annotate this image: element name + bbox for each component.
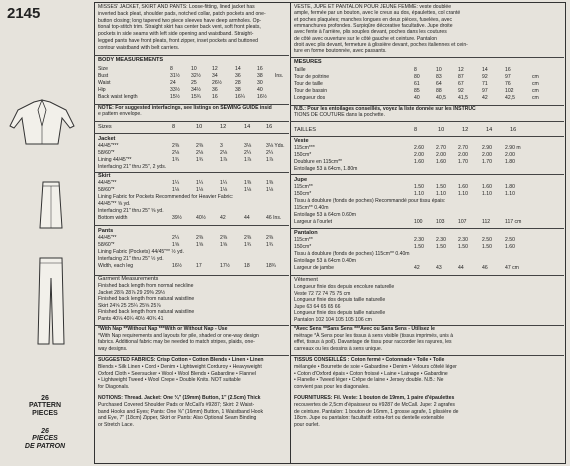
- suggested-fabrics-line: Blends • Silk Linen • Cord • Denim • Lightweight Corduroy • Heavyweight: [98, 363, 262, 370]
- section-line-value: 2.90: [482, 145, 492, 151]
- body-row-value: 16: [212, 94, 218, 100]
- section-line-value: 1¼: [172, 180, 180, 186]
- section-line-value: 2⅛: [172, 150, 180, 156]
- fournitures-line: de ceinture. Pantalon: 1 bouton de 16mm, 1 grosse agrafe, 1 glissière de: [294, 408, 459, 415]
- body-row-value: 15¾: [191, 94, 201, 100]
- pantalon-divider: [290, 275, 564, 276]
- mesures-row-value: 92: [458, 88, 464, 94]
- size-header: 10: [196, 124, 203, 130]
- section-line-value: 1¼: [196, 180, 204, 186]
- right-intro-line: avec fente à l'arrière, plis souples devant, poches dans les coutures: [294, 29, 447, 36]
- section-line-value: 1.60: [414, 159, 424, 165]
- section-line-value: 1.60: [436, 159, 446, 165]
- section-line-value: 1⅝: [172, 242, 180, 248]
- mesures-row-value: 71: [482, 81, 488, 87]
- body-measurements-title: BODY MEASUREMENTS: [98, 57, 164, 63]
- section-line-value: 1.60: [505, 244, 515, 250]
- section-line-value: 18¾: [266, 263, 276, 269]
- mesures-row-value: 12: [458, 67, 464, 73]
- section-title: Pantalon: [294, 230, 318, 236]
- pattern-number: 2145: [7, 5, 41, 22]
- tissus-line: mélangée • Bourrette de soie • Gabardine • Denim • Velours côtelé léger: [294, 363, 457, 370]
- nb-line-2: TIONS DE COUTURE dans la pochette.: [294, 112, 385, 118]
- sens-line: métrage *À Sens pour les tissus à sens visible (tissus imprimés, unis à: [294, 332, 454, 339]
- section-line-value: 1⅛: [172, 187, 180, 193]
- fournitures-line: recouvertes de 2,5cm d'épaisseur ou #9287 de McCall. Jupe: 2 agrafes: [294, 401, 455, 408]
- garment-line: Finished back length from natural waistline: [98, 309, 195, 316]
- section-line-value: 18: [244, 263, 250, 269]
- body-row-label: Back waist length: [98, 94, 138, 100]
- section-line-value: 1⅜: [266, 180, 274, 186]
- section-line-value: 1.10: [436, 191, 446, 197]
- sens-line: *Avec Sens **Sans Sens ***Avec ou Sans Sens - Utilisez le: [294, 326, 435, 332]
- vetement-line: Veste 72 72 74 75 75 cm: [294, 290, 351, 297]
- suggested-fabrics-line: • Lightweight Tweed • Wool Crepe • Double Knits. NOT suitable: [98, 377, 241, 384]
- suggested-fabrics-line: SUGGESTED FABRICS: Crisp Cotton • Cotton Blends • Linen • Linen: [98, 357, 264, 363]
- body-row-value: 36: [212, 87, 218, 93]
- mesures-row-value: 8: [414, 67, 417, 73]
- body-row-value: 24: [170, 80, 176, 86]
- taille-header: 12: [462, 127, 469, 133]
- taille-header: 8: [414, 127, 418, 133]
- section-line-label: Entoilage 53 à 64cm 0.40m: [294, 258, 357, 264]
- section-line-label: Largeur de jambe: [294, 265, 334, 271]
- section-line-value: 100: [414, 219, 423, 225]
- section-line-value: 46 Ins.: [266, 215, 282, 221]
- section-line-label: Width, each leg: [98, 263, 134, 269]
- garment-line: Skirt 24⅝ 25 25¼ 25⅝ 25⅞: [98, 302, 161, 309]
- notions-line: band Hooks and Eyes; Pants: One ⅝" (16mm) Button, 1 Waistband Hook: [98, 408, 263, 415]
- section-line-value: 1.10: [482, 191, 492, 197]
- section-line-value: 17: [196, 263, 202, 269]
- right-intro-line: ture en forme boutonnée, avec passants.: [294, 48, 387, 55]
- section-line-label: 44/45"**: [98, 180, 117, 186]
- pieces-en-word2: PIECES: [32, 409, 58, 417]
- body-row-value: 34½: [191, 87, 201, 93]
- size-header: 8: [172, 124, 176, 130]
- section-line-value: 117 cm: [505, 219, 522, 225]
- body-row-value: 15½: [170, 94, 180, 100]
- section-line-value: 112: [482, 219, 491, 225]
- jacket-sketch: [8, 96, 76, 148]
- section-line-value: 16½: [172, 263, 182, 269]
- mesures-row-value: 64: [436, 81, 442, 87]
- section-line-value: 2⅜: [220, 235, 228, 241]
- jacket-divider: [94, 172, 289, 173]
- section-line-value: 42: [220, 215, 226, 221]
- section-line-value: 1.80: [505, 159, 515, 165]
- section-line-value: 1⅛: [220, 187, 228, 193]
- body-row-value: 25: [191, 80, 197, 86]
- section-line-value: 2⅜: [266, 235, 274, 241]
- body-row-value: 32½: [191, 73, 201, 79]
- section-line-value: 2.90 m: [505, 145, 521, 151]
- size-header: 14: [244, 124, 251, 130]
- right-intro-line: de côté avec ouverture sur le côté gauche et ceinture. Pantalon: [294, 35, 437, 42]
- section-line-value: 107: [458, 219, 467, 225]
- section-line-label: Interfacing 21" thru 25", 2 yds.: [98, 164, 167, 170]
- section-line-label: 115cm***: [294, 145, 315, 151]
- note-line-1: NOTE: For suggested interfacings, see listings on SEWING GUIDE insid: [98, 105, 272, 111]
- section-line-value: 3⅛ Yds.: [266, 143, 285, 149]
- notions-line: or Stretch Lace.: [98, 422, 134, 429]
- taille-header: 10: [438, 127, 445, 133]
- section-line-value: 1¾: [266, 242, 274, 248]
- mesures-row-value: 10: [436, 67, 442, 73]
- section-line-value: 2⅜: [172, 143, 180, 149]
- section-line-value: 1.10: [458, 191, 468, 197]
- body-row-value: 31½: [170, 73, 180, 79]
- mesures-row-label: Longueur dos: [294, 95, 326, 101]
- body-row-value: 36: [235, 73, 241, 79]
- body-row-value: 14: [235, 66, 241, 72]
- mesures-row-value: cm: [532, 74, 539, 80]
- section-line-value: 2.50: [505, 237, 515, 243]
- right-intro-line: droit avec plis devant, fermeture à glissière devant, poches italiennes et cein-: [294, 41, 468, 48]
- fournitures-line: FOURNITURES: Fil. Veste: 1 bouton de 19mm, 1 paire d'épaulettes: [294, 395, 455, 401]
- pieces-en-count: 26: [41, 395, 49, 402]
- section-line-value: 2¼: [244, 150, 252, 156]
- section-line-value: 2.00: [458, 152, 468, 158]
- section-line-label: Lining Fabric for Pockets Recommended for Heavier Fabric:: [98, 194, 234, 200]
- section-line-value: 1¾: [172, 157, 180, 163]
- mesures-row-value: 40: [414, 95, 420, 101]
- mesures-row-value: 97: [482, 88, 488, 94]
- suggested-fabrics-line: Oxford Cloth • Seersucker • Wool • Wool Blends • Gabardine • Flannel: [98, 370, 256, 377]
- section-line-value: 2.00: [414, 152, 424, 158]
- section-line-label: Interfacing 21" thru 25" ⅝ yd.: [98, 208, 164, 214]
- section-line-value: 2¼: [172, 235, 180, 241]
- section-line-value: 1.50: [482, 244, 492, 250]
- pieces-en-block: [20, 395, 70, 417]
- section-line-value: 1⅛: [244, 187, 252, 193]
- section-line-value: 2.70: [436, 145, 446, 151]
- sens-line: effet, tissus à poil). Davantage de tissu pour raccorder les rayures, les: [294, 339, 452, 346]
- left-intro-line: contour waistband with belt carriers.: [98, 44, 180, 51]
- body-row-value: 16¼: [235, 94, 245, 100]
- taille-header: 16: [510, 127, 517, 133]
- section-line-value: 44: [458, 265, 464, 271]
- section-line-value: 1.50: [436, 244, 446, 250]
- pieces-fr-count: 26: [41, 428, 49, 435]
- left-intro-line: MISSES' JACKET, SKIRT AND PANTS: Loose-fitting, lined jacket has: [98, 4, 255, 10]
- section-title: Jacket: [98, 136, 116, 142]
- section-line-value: 3⅛: [244, 143, 252, 149]
- vetement-line: Longueur finie dos depuis taille naturelle: [294, 297, 386, 304]
- section-line-label: 58/60"*: [98, 150, 115, 156]
- section-title: Pants: [98, 228, 114, 234]
- mesures-row-value: 41,5: [458, 95, 468, 101]
- body-row-label: Hip: [98, 87, 106, 93]
- section-line-value: 2.60: [414, 145, 424, 151]
- section-line-value: 2.00: [436, 152, 446, 158]
- mesures-row-value: 102: [505, 88, 514, 94]
- section-line-label: Interfacing 21" thru 25" ½ yd.: [98, 256, 164, 262]
- tissus-line: • Flanelle • Tweed léger • Crêpe de laine • Jersey double. N.B.: Ne: [294, 377, 444, 384]
- section-line-value: 3: [220, 143, 223, 149]
- section-line-label: 44/45"**: [98, 235, 117, 241]
- mesures-row-value: 61: [414, 81, 420, 87]
- note-line-2: e pattern envelope.: [98, 111, 142, 117]
- mesures-row-value: 88: [436, 88, 442, 94]
- section-line-value: 1⅞: [244, 157, 252, 163]
- section-line-label: Lining 44/45"**: [98, 157, 132, 163]
- pants-sketch: [36, 256, 66, 346]
- vetement-line: Longueur finie dos depuis taille naturelle: [294, 310, 386, 317]
- mesures-row-value: 40,5: [436, 95, 446, 101]
- tailles-label: TAILLES: [294, 127, 316, 133]
- section-line-value: 1.10: [414, 191, 424, 197]
- body-row-label: Size: [98, 66, 108, 72]
- mesures-row-label: Tour de bassin: [294, 88, 328, 94]
- tissus-line: TISSUS CONSEILLÉS : Coton fermé • Cotonnade • Toile • Toile: [294, 357, 445, 363]
- section-line-value: 17½: [220, 263, 230, 269]
- nb-line-1: N.B.: Pour les entoilages conseillés, voyez la liste donnée sur les INSTRUC: [294, 106, 476, 112]
- body-row-label: Waist: [98, 80, 111, 86]
- notions-line: Purchased Covered Shoulder Pads or McCall's #9287; Skirt: 2 Waist-: [98, 401, 255, 408]
- section-line-value: 1.60: [458, 184, 468, 190]
- section-line-label: 115cm**: [294, 184, 313, 190]
- nap-line: fabrics. Additional fabric may be needed to match stripes, plaids, one-: [98, 339, 255, 346]
- section-line-value: 1⅞: [266, 157, 274, 163]
- section-line-value: 1.50: [414, 184, 424, 190]
- sens-line: carreaux ou les dessins à sens unique.: [294, 345, 383, 352]
- mesures-row-value: 92: [482, 74, 488, 80]
- section-line-value: 43: [436, 265, 442, 271]
- vetement-line: Longueur finie dos depuis encolure naturelle: [294, 284, 395, 290]
- section-line-label: 44/45"** ⅝ yd.: [98, 201, 131, 207]
- intro-divider-left: [94, 55, 289, 56]
- mesures-row-label: Taille: [294, 67, 306, 73]
- notions-line: and Eye, 7" (18cm) Zipper, Skirt or Pants: Also Optional Seam Binding: [98, 415, 257, 422]
- left-intro-line: inverted back pleat, shoulder pads, notched collar, patch pockets and one-: [98, 10, 266, 17]
- mesures-row-value: 97: [505, 74, 511, 80]
- section-line-value: 1⅝: [196, 242, 204, 248]
- skirt-divider: [94, 225, 289, 226]
- mesures-row-value: cm: [532, 95, 539, 101]
- section-line-value: 44: [244, 215, 250, 221]
- section-line-value: 1⅜: [244, 180, 252, 186]
- body-row-value: Ins.: [275, 73, 284, 79]
- section-line-value: 2⅜: [196, 235, 204, 241]
- fournitures-line: 18cm. Jupe ou pantalon: facultatif: extra-fort ou dentelle extensible: [294, 415, 445, 422]
- section-line-label: 150cm*: [294, 244, 312, 250]
- mesures-title: MESURES: [294, 59, 322, 65]
- section-line-label: Tissu à doublure (fonds de poches) Recommandé pour tissu épais:: [294, 198, 446, 204]
- section-line-value: 2.00: [482, 152, 492, 158]
- section-line-value: 2⅛: [196, 150, 204, 156]
- mesures-row-value: 42: [482, 95, 488, 101]
- tissus-line: convient pas pour les diagonales.: [294, 384, 370, 391]
- section-line-value: 1¼: [220, 180, 228, 186]
- section-line-value: 40½: [196, 215, 206, 221]
- mesures-row-value: 76: [505, 81, 511, 87]
- mesures-row-value: 85: [414, 88, 420, 94]
- mesures-row-label: Tour de taille: [294, 81, 323, 87]
- nap-divider: [94, 355, 289, 356]
- section-line-value: 2¼: [266, 150, 274, 156]
- skirt-sketch: [38, 180, 64, 230]
- section-line-value: 2⅜: [196, 143, 204, 149]
- size-header: 16: [266, 124, 273, 130]
- size-header: 12: [220, 124, 227, 130]
- tissus-line: • Coton d'Oxford épais • Coton froissé • Laine • Lainage • Gabardine: [294, 370, 448, 377]
- section-title: Jupe: [294, 177, 308, 183]
- nap-line: *With Nap requirements and layouts for pile, shaded or one-way design: [98, 332, 259, 339]
- section-line-value: 1⅝: [220, 242, 228, 248]
- vetement-line: Pantalon 102 104 105 105 106 cm: [294, 317, 372, 323]
- mesures-row-label: Tour de poitrine: [294, 74, 330, 80]
- section-line-value: 42: [414, 265, 420, 271]
- sizes-divider: [94, 133, 289, 134]
- body-row-value: 12: [212, 66, 218, 72]
- fournitures-line: pour ourlet.: [294, 422, 320, 429]
- section-line-label: 115cm** 0.40m: [294, 205, 329, 211]
- section-title: Skirt: [98, 173, 111, 179]
- section-line-label: Bottom width: [98, 215, 128, 221]
- body-row-value: 16: [257, 66, 263, 72]
- section-line-label: Entoilage 53 à 64cm, 1.80m: [294, 166, 358, 172]
- section-line-label: Lining Fabric (Pockets) 44/45"** ½ yd.: [98, 249, 184, 255]
- body-row-value: 26½: [212, 80, 222, 86]
- section-line-value: 1⅛: [196, 187, 204, 193]
- mesures-row-value: 83: [436, 74, 442, 80]
- section-line-label: Largeur à l'ourlet: [294, 219, 333, 225]
- body-row-value: 28: [235, 80, 241, 86]
- garment-line: Finished back length from natural waistline: [98, 296, 195, 303]
- body-row-value: 30: [257, 80, 263, 86]
- body-row-value: 10: [191, 66, 197, 72]
- section-line-label: Doublure en 115cm**: [294, 159, 343, 165]
- section-line-value: 47 cm: [505, 265, 519, 271]
- section-line-label: Tissu à doublure (fonds de poches) 115cm** 0.40m: [294, 251, 410, 257]
- section-line-value: 2.00: [505, 152, 515, 158]
- garment-line: Finished back length from normal neckline: [98, 283, 194, 289]
- veste-divider: [290, 174, 564, 175]
- body-row-value: 16½: [257, 94, 267, 100]
- body-row-value: 34: [212, 73, 218, 79]
- section-title: Veste: [294, 138, 309, 144]
- right-intro-line: VESTE, JUPE ET PANTALON POUR JEUNE FEMME: veste doublée: [294, 4, 452, 10]
- mesures-row-value: 67: [458, 81, 464, 87]
- nap-line: way designs.: [98, 345, 128, 352]
- mesures-row-value: 16: [505, 67, 511, 73]
- body-row-value: 8: [170, 66, 173, 72]
- tailles-divider: [290, 136, 564, 137]
- nb-divider: [290, 121, 564, 122]
- section-line-label: Entoilage 53 à 64cm 0.60m: [294, 212, 357, 218]
- mesures-row-value: 42,5: [505, 95, 515, 101]
- section-line-label: 115cm**: [294, 237, 313, 243]
- section-line-value: 1¾: [196, 157, 204, 163]
- mesures-row-value: cm: [532, 81, 539, 87]
- section-line-label: 44/45"***: [98, 143, 119, 149]
- pieces-fr-block: [14, 428, 76, 450]
- note-divider: [94, 121, 289, 122]
- body-row-label: Bust: [98, 73, 109, 79]
- garment-measurements-title: Garment Measurements: [98, 276, 159, 282]
- notions-line: NOTIONS: Thread. Jacket: One ¾" (19mm) Button, 1" (2.5cm) Thick: [98, 395, 261, 401]
- section-line-value: 1⅛: [266, 187, 274, 193]
- body-row-value: 40: [257, 87, 263, 93]
- section-line-value: 46: [482, 265, 488, 271]
- section-line-value: 2.50: [482, 237, 492, 243]
- section-line-label: 58/60"*: [98, 242, 115, 248]
- section-line-value: 1.80: [505, 184, 515, 190]
- mesures-row-value: 14: [482, 67, 488, 73]
- section-line-label: 150cm*: [294, 152, 312, 158]
- section-line-value: 1.60: [482, 184, 492, 190]
- right-intro-line: et poches plaquées; manches longues en deux pièces, fuselées, avec: [294, 16, 453, 23]
- body-row-value: 38: [257, 73, 263, 79]
- section-line-value: 1.70: [482, 159, 492, 165]
- pieces-fr-word1: PIECES: [32, 435, 58, 443]
- section-line-value: 1.50: [458, 244, 468, 250]
- intro-divider-right: [290, 57, 564, 58]
- section-line-value: 2.30: [414, 237, 424, 243]
- mesures-row-value: 87: [458, 74, 464, 80]
- section-line-value: 2.70: [458, 145, 468, 151]
- vetement-line: Jupe 63 64 65 65 66: [294, 303, 341, 310]
- section-line-value: 2.30: [436, 237, 446, 243]
- section-line-value: 2.30: [458, 237, 468, 243]
- left-intro-line: tional top-stitch trim. Straight skirt has center back vent, soft front pleats,: [98, 24, 261, 31]
- nap-line: *With Nap **Without Nap ***With or Without Nap - Use: [98, 326, 228, 332]
- left-intro-line: pockets in side seams with left side opening and waistband. Straight-: [98, 31, 254, 38]
- right-intro-line: emmanchures profondes. Surpiqûre décorative facultative. Jupe droite: [294, 22, 453, 29]
- section-line-value: 2⅜: [244, 235, 252, 241]
- section-line-value: 39½: [172, 215, 182, 221]
- mesures-row-value: 80: [414, 74, 420, 80]
- section-line-value: 103: [436, 219, 445, 225]
- mesures-row-value: cm: [532, 88, 539, 94]
- section-line-value: 1.50: [436, 184, 446, 190]
- sizes-label: Sizes: [98, 124, 112, 130]
- garment-line: Pants 40⅛ 40¼ 40½ 40¾ 41: [98, 316, 164, 322]
- section-line-label: 58/60"*: [98, 187, 115, 193]
- right-intro-line: ample, fermée par un bouton, avec le creux au dos, épaulettes, col cranté: [294, 10, 461, 17]
- section-line-value: 1.10: [505, 191, 515, 197]
- section-line-value: 1.50: [414, 244, 424, 250]
- section-line-value: 2⅛: [220, 150, 228, 156]
- body-row-value: 38: [235, 87, 241, 93]
- section-line-value: 1¾: [244, 242, 252, 248]
- garment-line: Jacket 28⅞ 28⅞ 29 29⅜ 29½: [98, 289, 166, 296]
- section-line-value: 1.70: [458, 159, 468, 165]
- body-row-value: 33½: [170, 87, 180, 93]
- section-line-label: 150cm*: [294, 191, 312, 197]
- jupe-divider: [290, 228, 564, 229]
- left-intro-line: button closing; long tapered two piece sleeves have deep armholes. Op-: [98, 17, 262, 24]
- pieces-fr-word2: DE PATRON: [24, 442, 66, 450]
- taille-header: 14: [486, 127, 493, 133]
- left-intro-line: legged pants have front pleats, front zipper, inset pockets and buttoned: [98, 38, 258, 44]
- section-line-value: 1⅞: [220, 157, 228, 163]
- vetement-title: Vêtement: [294, 277, 318, 283]
- suggested-fabrics-line: for Diagonals.: [98, 384, 130, 391]
- pieces-en-word1: PATTERN: [28, 402, 62, 410]
- sens-divider: [290, 355, 564, 356]
